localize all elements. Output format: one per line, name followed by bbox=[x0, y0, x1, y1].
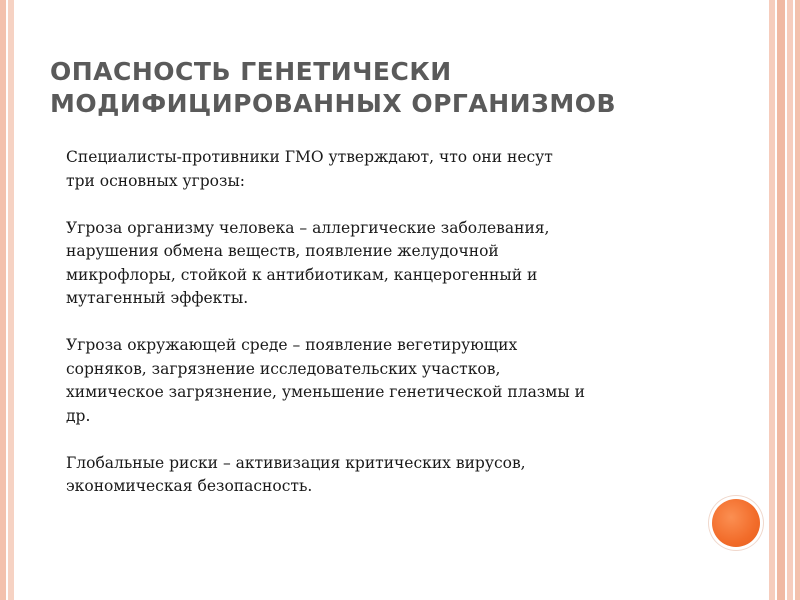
right-decorative-border bbox=[765, 0, 800, 600]
paragraph-intro: Специалисты-противники ГМО утверждают, что они несут три основных угрозы: bbox=[66, 148, 553, 190]
slide-content bbox=[66, 146, 706, 499]
left-decorative-border bbox=[0, 0, 30, 600]
slide-title: ОПАСНОСТЬ ГЕНЕТИЧЕСКИ МОДИФИЦИРОВАННЫХ ОРГАНИЗМОВ bbox=[50, 57, 617, 118]
paragraph-environment-threat: Угроза окружающей среде – появление вегетирующих сорняков, загрязнение исследовательских участков, химическое загрязнение, уменьшение генетической плазмы и др. bbox=[66, 336, 585, 425]
paragraph-global-risks: Глобальные риски – активизация критических вирусов, экономическая безопасность. bbox=[66, 453, 526, 495]
paragraph-human-threat: Угроза организму человека – аллергические заболевания, нарушения обмена веществ, появление желудочной микрофлоры, стойкой к антибиотикам, канцерогенный и мутагенный эффекты. bbox=[66, 218, 550, 307]
orange-circle-decoration bbox=[712, 499, 760, 547]
